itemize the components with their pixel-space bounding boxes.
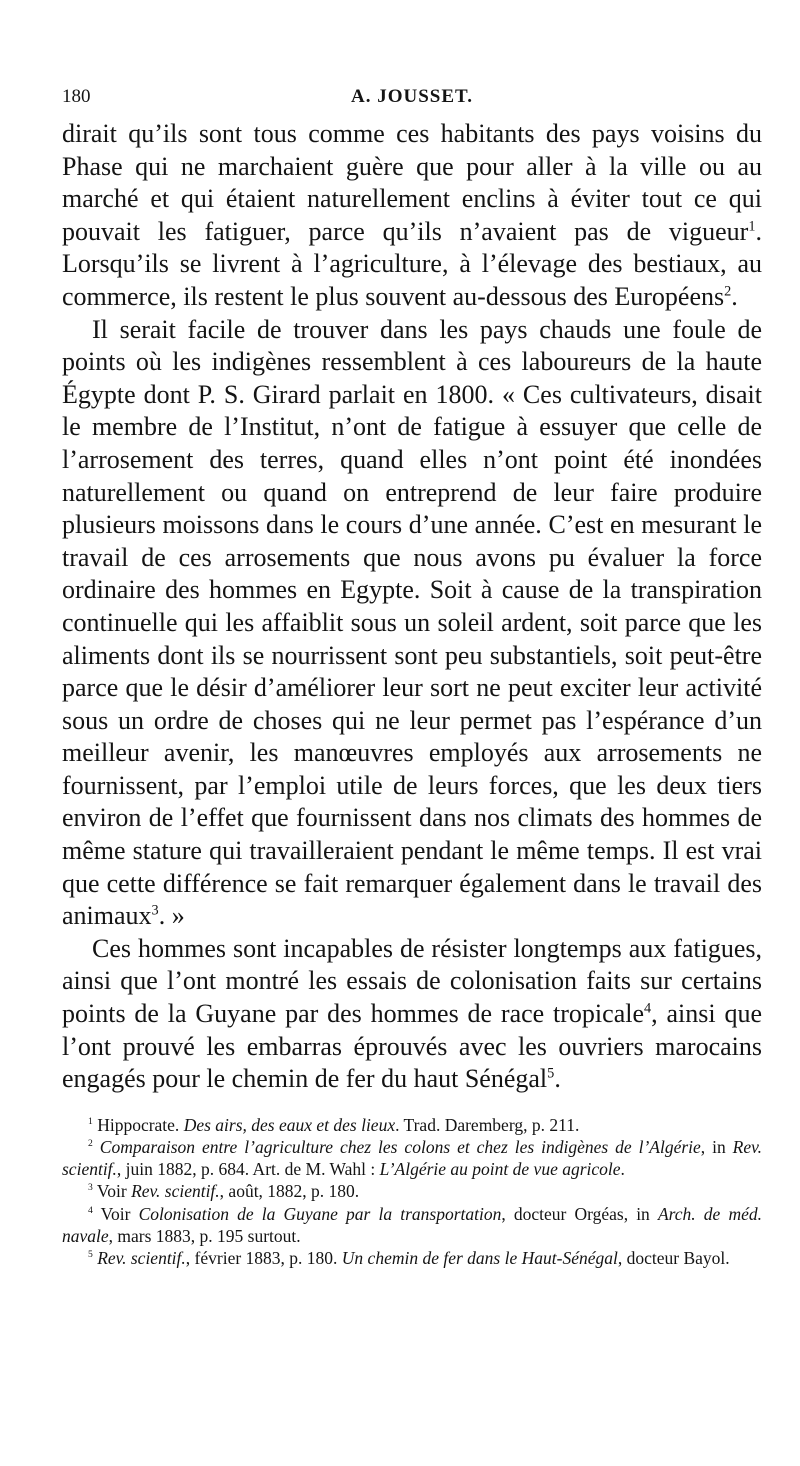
footnote-text: , docteur Orgéas, in [501,1203,658,1224]
note-ref-1: 1 [748,218,756,235]
footnote-title: L’Algérie au point de vue agricole [379,1159,621,1180]
footnote-2 [62,1136,762,1180]
footnote-text: , mars 1883, p. 195 surtout. [108,1225,301,1246]
paragraph-1-text-a: dirait qu’ils sont tous comme ces habitants des pays voisins du Phase qui ne marchaient guère que pour aller à la ville ou au marché et qui étaient naturellement enclins à éviter tout ce qui pouvait les fatiguer, parce qu’ils n’avaient pas de vigueur [62,119,762,246]
footnote-3 [62,1180,762,1202]
paragraph-3-text-c: . [554,1064,561,1094]
footnote-journal: Arch. de méd. navale [62,1203,762,1246]
paragraph-2-text-b: . » [158,901,185,931]
footnote-text: , août, 1882, p. 180. [219,1181,360,1202]
paragraph-3 [62,933,762,1096]
paragraph-1 [62,118,762,314]
footnote-text: , docteur Bayol. [617,1248,730,1269]
footnote-title: Colonisation de la Guyane par la transportation [138,1203,502,1224]
footnote-journal: Rev. scientif. [62,1137,762,1180]
body-text [62,118,762,1096]
paragraph-3-text-a: Ces hommes sont incapables de résister longtemps aux fatigues, ainsi que l’ont montré les essais de colonisation faits sur certains points de la Guyane par des hommes de race tropicale [62,933,762,1029]
paragraph-2-text-a: Il serait facile de trouver dans les pays chauds une foule de points où les indigènes ressemblent à ces laboureurs de la haute Égypte dont P. S. Girard parlait en 1800. « Ces cultivateurs, disait le membre de l’Institut, n’ont de fatigue à essuyer que celle de l’arrosement des terres, quand elles n’ont point été inondées naturellement ou quand on entreprend de leur faire produire plusieurs moissons dans le cours d’une année. C’est en mesurant le travail de ces arrosements que nous avons pu évaluer la force ordinaire des hommes en Egypte. Soit à cause de la transpiration continuelle qui les affaiblit sous un soleil ardent, soit parce que les aliments dont ils se nourrissent sont peu substantiels, soit peut-être parce que le désir d’améliorer leur sort ne peut exciter leur activité sous un ordre de choses qui ne leur permet pas l’espérance d’un meilleur avenir, les manœuvres employés aux arrosements ne fournissent, par l’emploi utile de leurs forces, que les deux tiers environ de l’effet que fournissent dans nos climats des hommes de même stature qui travailleraient pendant le même temps. Il est vrai que cette différence se fait remarquer également dans le travail des animaux [62,314,762,931]
footnote-text: . [620,1159,625,1180]
footnote-text: Voir [96,1181,132,1202]
footnote-title: Un chemin de fer dans le Haut-Sénégal [341,1248,618,1269]
footnote-number: 5 [88,1249,93,1261]
paragraph-2 [62,314,762,933]
paragraph-1-text-b: . Lorsqu’ils se livrent à l’agriculture, à l’élevage des bestiaux, au commerce, ils restent le plus souvent au-dessous des Européens [62,216,762,311]
paragraph-3-text-b: , ainsi que l’ont prouvé les embarras éprouvés avec les ouvriers marocains engagés pour le chemin de fer du haut Sénégal [62,999,762,1094]
footnote-journal: Rev. scientif. [131,1181,220,1202]
footnote-text: , février 1883, p. 180. [185,1248,342,1269]
footnote-number: 2 [88,1138,93,1150]
footnote-number: 1 [88,1115,93,1127]
note-ref-3: 3 [151,902,159,919]
footnote-1 [62,1114,762,1136]
footnote-title: Comparaison entre l’agriculture chez les colons et chez les indigènes de l’Algérie [99,1137,701,1158]
paragraph-1-text-c: . [731,281,738,311]
footnotes [62,1114,762,1269]
note-ref-5: 5 [547,1065,555,1082]
footnote-text: , juin 1882, p. 684. Art. de M. Wahl : [116,1159,380,1180]
running-header [62,86,762,108]
footnote-journal: Rev. scientif. [97,1248,186,1269]
footnote-text: , in [700,1137,733,1158]
note-ref-4: 4 [644,1000,652,1017]
footnote-title: Des airs, des eaux et des lieux [183,1114,396,1135]
running-title: A. JOUSSET. [350,86,474,107]
footnote-5 [62,1247,762,1269]
footnote-text: Hippocrate. [97,1114,184,1135]
footnote-number: 4 [88,1204,93,1216]
footnote-text: Voir [100,1203,139,1224]
note-ref-2: 2 [724,283,732,300]
footnote-4 [62,1203,762,1247]
page-number: 180 [62,86,91,107]
footnote-number: 3 [88,1182,93,1194]
footnote-text: . Trad. Daremberg, p. 211. [395,1114,580,1135]
